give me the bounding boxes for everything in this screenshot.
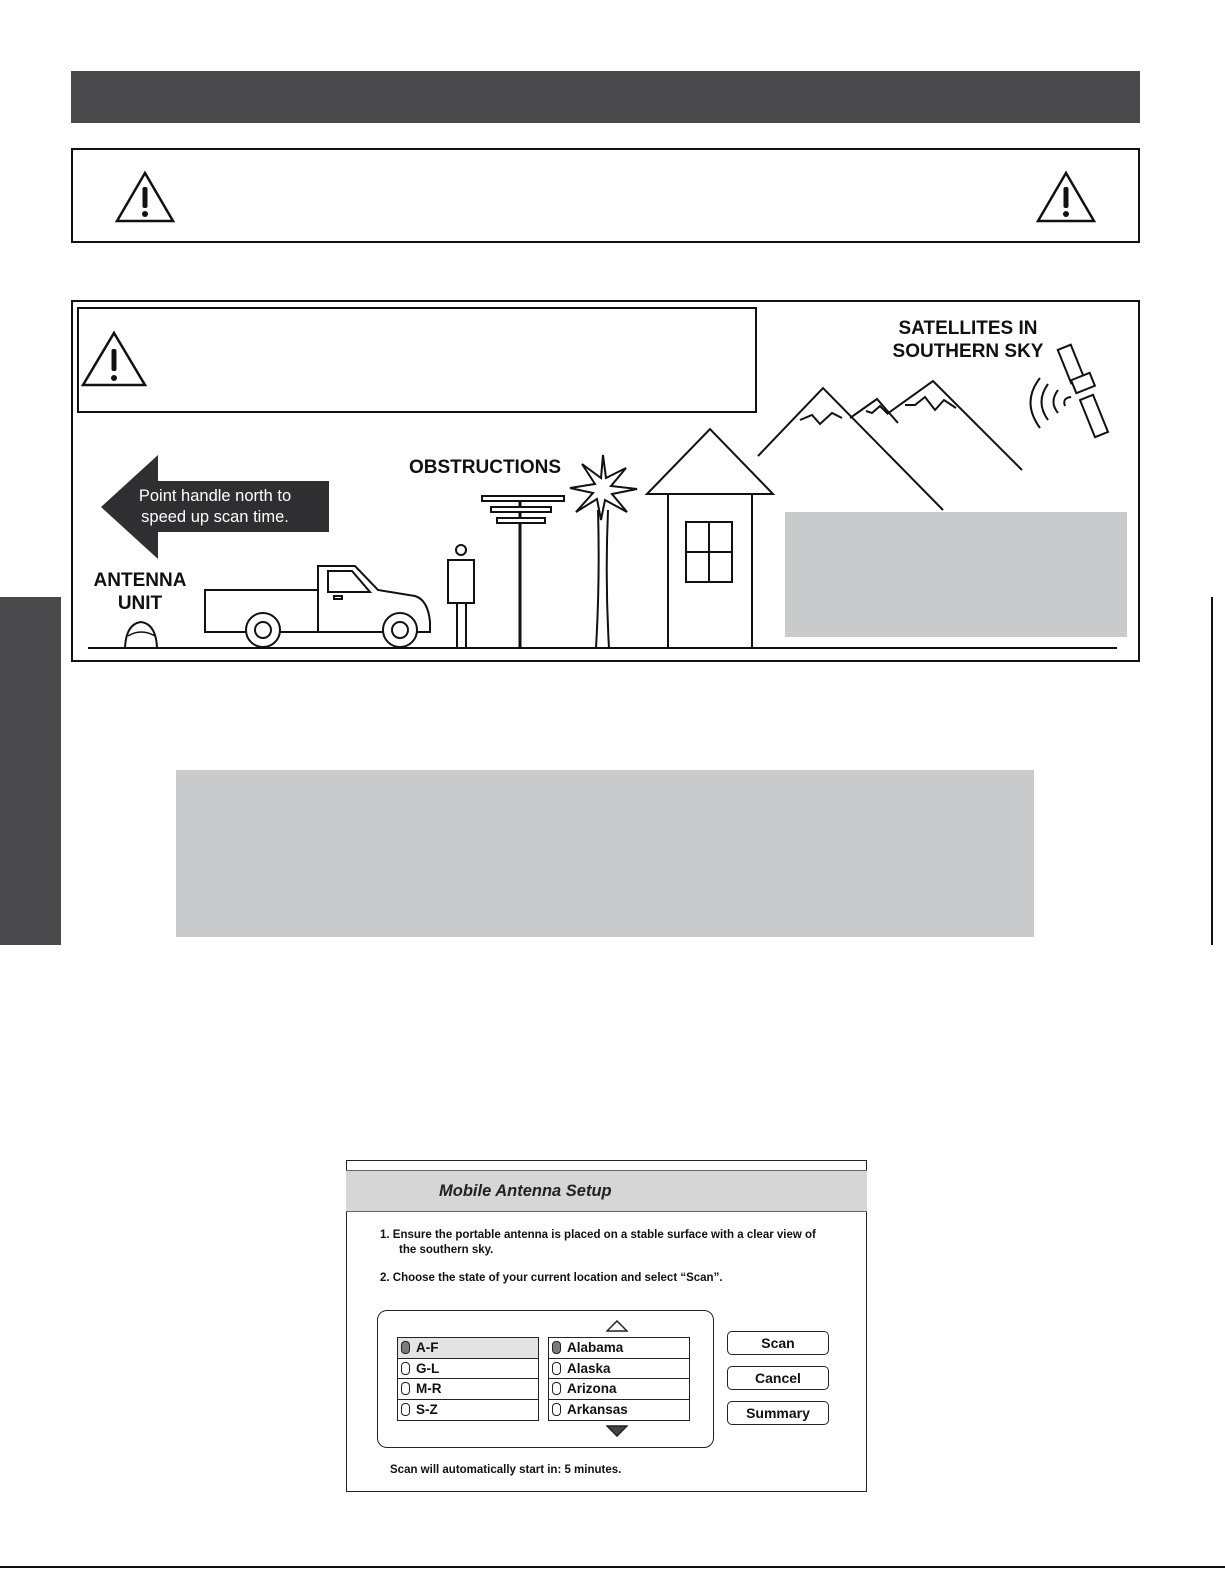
warning-triangle-icon — [80, 330, 148, 388]
list-item[interactable] — [398, 1359, 538, 1380]
satellites-label: SATELLITES IN SOUTHERN SKY — [892, 318, 1044, 362]
obstructions-label: OBSTRUCTIONS — [409, 457, 561, 478]
radio-selected-icon — [552, 1341, 561, 1354]
scroll-down-arrow-icon[interactable] — [606, 1425, 628, 1437]
step-1-continuation: the southern sky. — [399, 1243, 494, 1256]
state-list — [548, 1337, 690, 1421]
range-label: G-L — [416, 1360, 440, 1376]
list-item[interactable] — [549, 1359, 689, 1380]
summary-button[interactable]: Summary — [727, 1401, 829, 1425]
list-item[interactable] — [398, 1379, 538, 1400]
radio-icon — [552, 1382, 561, 1395]
person-icon — [448, 545, 474, 648]
scroll-up-arrow-icon[interactable] — [606, 1320, 628, 1332]
list-item[interactable] — [549, 1338, 689, 1359]
radio-icon — [401, 1382, 410, 1395]
pickup-truck-icon — [205, 566, 430, 647]
radio-icon — [401, 1403, 410, 1416]
list-item[interactable] — [549, 1379, 689, 1400]
range-label: A-F — [416, 1340, 439, 1356]
radio-icon — [552, 1362, 561, 1375]
gray-panel — [176, 770, 1034, 937]
range-label: S-Z — [416, 1402, 438, 1418]
state-label: Arizona — [567, 1381, 617, 1397]
state-label: Alabama — [567, 1340, 624, 1356]
list-item[interactable] — [549, 1400, 689, 1421]
cancel-button[interactable]: Cancel — [727, 1366, 829, 1390]
scan-button[interactable]: Scan — [727, 1331, 829, 1355]
list-item[interactable] — [398, 1400, 538, 1421]
step-1-text — [380, 1228, 860, 1258]
radio-icon — [552, 1403, 561, 1416]
arrow-instruction-text: Point handle north to speed up scan time. — [138, 487, 292, 527]
house-icon — [647, 429, 773, 648]
radio-selected-icon — [401, 1341, 410, 1354]
radio-icon — [401, 1362, 410, 1375]
step-1-line: 1. Ensure the portable antenna is placed on a stable surface with a clear view of — [380, 1229, 816, 1241]
scan-countdown-status: Scan will automatically start in: 5 minutes. — [390, 1464, 622, 1476]
scene-warning-box — [77, 307, 757, 413]
setup-screen-title: Mobile Antenna Setup — [439, 1182, 612, 1200]
palm-tree-icon — [570, 455, 637, 648]
range-label: M-R — [416, 1381, 442, 1397]
step-2-text: 2. Choose the state of your current location and select “Scan”. — [380, 1272, 723, 1284]
state-label: Arkansas — [567, 1402, 628, 1418]
utility-pole-icon — [482, 496, 564, 648]
antenna-dome-icon — [125, 622, 157, 648]
mountain-icon — [758, 381, 1022, 510]
range-list — [397, 1337, 539, 1421]
antenna-unit-label: ANTENNA UNIT — [93, 570, 187, 614]
bottom-rule — [0, 1566, 1225, 1568]
list-item[interactable] — [398, 1338, 538, 1359]
state-label: Alaska — [567, 1360, 611, 1376]
